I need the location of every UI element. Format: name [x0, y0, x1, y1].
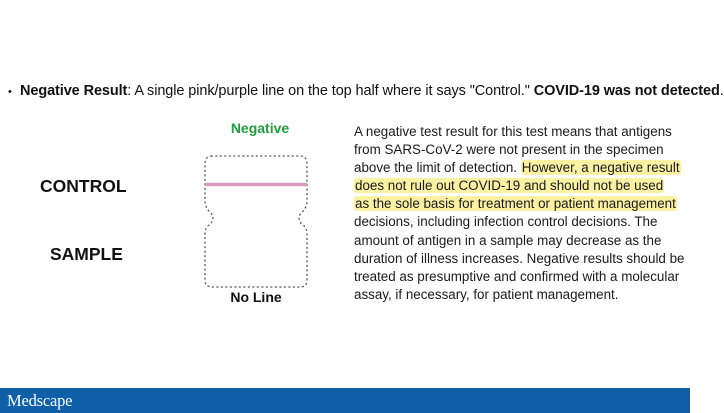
test-strip-window	[200, 150, 320, 290]
test-strip-outline	[205, 156, 307, 287]
paragraph-line: decisions, including infection control decisions. The	[354, 214, 658, 230]
footer-bar	[0, 388, 690, 413]
paragraph-line	[354, 159, 680, 177]
paragraph-line: from SARS-CoV-2 were not present in the specimen	[354, 142, 664, 158]
bullet-title: Negative Result	[20, 83, 128, 99]
negative-result-explanation	[354, 123, 685, 304]
sample-label: SAMPLE	[50, 244, 123, 264]
highlighted-text: However, a negative result	[521, 160, 680, 176]
paragraph-line: A negative test result for this test means that antigens	[354, 124, 672, 139]
bullet-end: .	[719, 83, 724, 99]
no-line-label: No Line	[230, 289, 282, 305]
paragraph-line: duration of illness increases. Negative results should be	[354, 250, 685, 266]
paragraph-line: treated as presumptive and confirmed with a molecular	[354, 268, 680, 284]
paragraph-line: amount of antigen in a sample may decrease as the	[354, 232, 662, 248]
control-label: CONTROL	[40, 176, 127, 196]
medscape-logo[interactable]: Medscape	[7, 391, 73, 410]
paragraph-line: assay, if necessary, for patient management.	[354, 286, 619, 302]
bullet-conclusion: COVID-19 was not detected	[533, 83, 720, 99]
negative-heading: Negative	[230, 120, 290, 136]
highlighted-text: does not rule out COVID-19 and should not be used	[355, 178, 664, 194]
paragraph-line	[354, 177, 674, 195]
negative-result-bullet	[8, 83, 724, 99]
paragraph-line	[354, 195, 674, 213]
paragraph-text: above the limit of detection.	[354, 160, 521, 176]
bullet-dot: •	[8, 86, 12, 98]
highlighted-text: as the sole basis for treatment or patient management	[355, 196, 676, 212]
bullet-description: : A single pink/purple line on the top half where it says "Control."	[127, 83, 534, 99]
